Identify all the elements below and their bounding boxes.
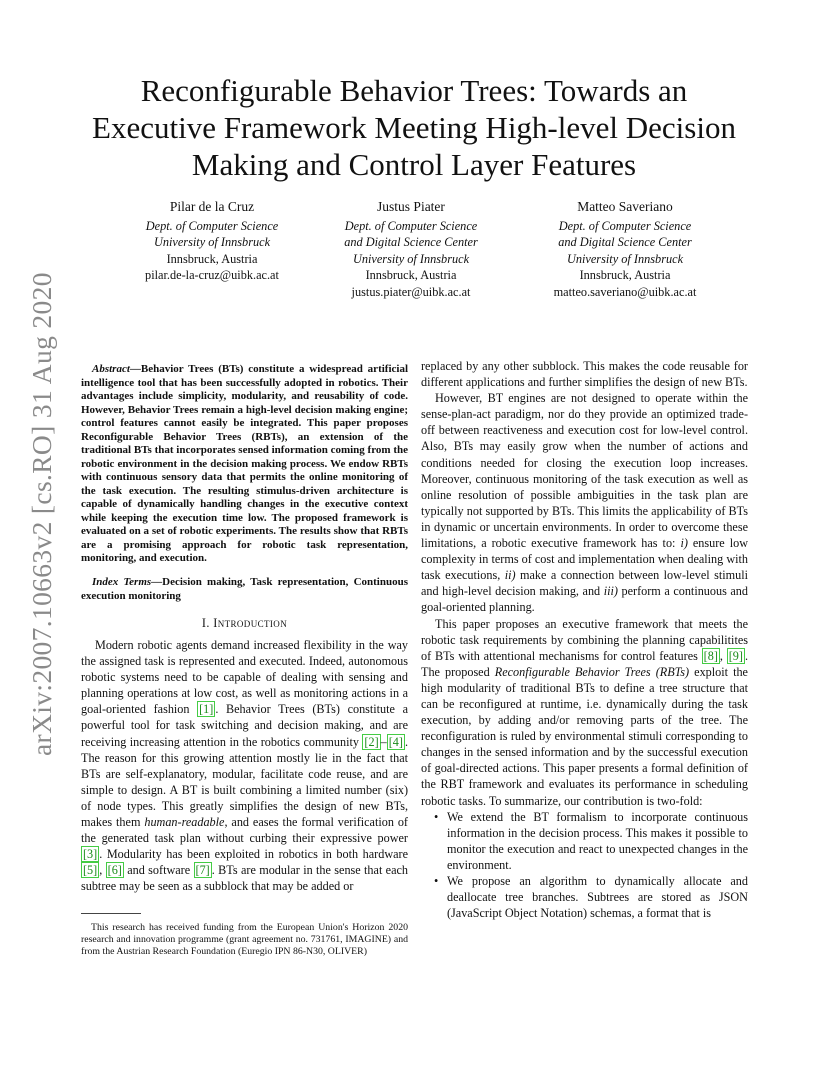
body-text: . The reason for this growing attention mostly lie in the fact that BTs are self-explanatory, modular, facilitate code reuse, and are simple to design. A BT is built combining a limited number (six) of node types. This greatly simplifies the design of new BTs, makes them <box>81 734 408 830</box>
list-item-text: We propose an algorithm to dynamically allocate and deallocate tree branches. Subtrees are stored as JSON (JavaScript Object Notation) schemas, a format that is <box>447 874 748 921</box>
author-city: Innsbruck, Austria <box>365 268 457 282</box>
contribution-list <box>421 809 748 922</box>
index-terms <box>81 576 408 603</box>
author-name: Matteo Saveriano <box>577 199 673 214</box>
abstract-label: Abstract <box>92 363 130 375</box>
body-text: . Modularity has been exploited in robotics in both hardware <box>99 847 408 862</box>
arxiv-stamp <box>22 272 57 760</box>
author-name: Justus Piater <box>377 199 445 214</box>
author-email: justus.piater@uibk.ac.at <box>351 284 471 299</box>
author-affiliation: and Digital Science Center <box>344 235 478 249</box>
author-block <box>117 199 307 284</box>
body-paragraph <box>421 390 748 615</box>
citation-link[interactable]: [3] <box>83 847 98 862</box>
section-title: Introduction <box>213 616 288 630</box>
index-terms-label: Index Terms <box>92 576 152 588</box>
body-text: , <box>99 863 106 878</box>
body-text: and software <box>123 863 194 878</box>
author-city: Innsbruck, Austria <box>166 251 258 266</box>
title-line: Making and Control Layer Features <box>191 147 637 182</box>
right-column <box>421 358 748 921</box>
section-heading <box>81 616 408 631</box>
emphasis-text: Reconfigurable Behavior Trees (RBTs) <box>494 664 690 679</box>
list-item <box>421 809 748 873</box>
author-affiliation: and Digital Science Center <box>558 235 692 249</box>
author-affiliation: University of Innsbruck <box>153 235 271 249</box>
list-item <box>421 873 748 921</box>
title-line: Executive Framework Meeting High-level Decision <box>92 110 736 145</box>
body-text: . Behavior Trees (BTs) constitute a powerful tool for task switching and decision making, and are receiving increasing attention in the robotics community <box>81 702 408 749</box>
body-text: Modern robotic agents demand increased flexibility in the way the assigned task is represented and executed. Indeed, autonomous robotic systems need to be capable of dealing with sensing and planning operations at low cost, as well as monitoring actions in a goal-oriented fashion <box>81 638 408 717</box>
abstract <box>81 363 408 566</box>
footnote-rule <box>81 913 141 914</box>
intro-paragraph <box>81 637 408 895</box>
body-text: However, BT engines are not designed to operate within the sense-plan-act paradigm, nor do they provide an optimized trade-off between reactiveness and execution cost for low-level control. Also, BTs may easily grow when the number of actions and conditions needed for closing the execution loop increases. Moreover, continuous monitoring of the task execution as well as online resolution of possible ambiguities in the task plan are typically not supported by BTs. This limits the applicability of BTs in dynamic or uncertain environments. In order to overcome these limitations, a robotic executive framework has to: <box>421 391 748 551</box>
body-text: – <box>380 734 387 749</box>
body-text: . The proposed <box>421 648 749 679</box>
citation-link[interactable]: [4] <box>388 734 403 749</box>
index-terms-text: —Decision making, Task representation, Continuous execution monitoring <box>81 576 408 602</box>
body-text: , <box>719 648 727 663</box>
bullet-glyph: • <box>434 874 439 888</box>
author-affiliation: Dept. of Computer Science <box>344 218 478 233</box>
citation-link[interactable]: [2] <box>364 734 379 749</box>
title-line: Reconfigurable Behavior Trees: Towards an <box>140 73 688 108</box>
author-email: pilar.de-la-cruz@uibk.ac.at <box>145 268 279 282</box>
citation-link[interactable]: [9] <box>728 648 743 663</box>
emphasis-text: ii) <box>504 568 516 583</box>
author-affiliation: Dept. of Computer Science <box>145 218 279 233</box>
list-item-text: We extend the BT formalism to incorporate continuous information in the decision process. This makes it possible to monitor the execution and react to unexpected changes in the environment. <box>447 809 748 872</box>
citation-link[interactable]: [6] <box>107 863 122 878</box>
citation-link[interactable]: [5] <box>83 863 98 878</box>
body-text: This paper proposes an executive framework that meets the robotic task requirements by combining the planning capabilitites of BTs with attentional mechanisms for control features <box>421 616 748 663</box>
body-text: make a connection between low-level stimuli and high-level decision making, and <box>421 568 748 599</box>
author-affiliation: University of Innsbruck <box>566 251 684 266</box>
body-text: . BTs are modular in the sense that each subtree may be seen as a subblock that may be added or <box>81 863 409 894</box>
paper-title <box>64 72 764 183</box>
author-affiliation: University of Innsbruck <box>352 251 470 266</box>
body-text: perform a continuous and goal-oriented planning. <box>421 584 748 615</box>
footnote-text: This research has received funding from the European Union's Horizon 2020 research and innovation programme (grant agreement no. 731761, IMAGINE) and from the Austrian Research Foundation (Euregio IPN 86-N30, OLIVER) <box>81 922 408 957</box>
author-email: matteo.saveriano@uibk.ac.at <box>553 284 697 299</box>
author-city: Innsbruck, Austria <box>579 268 671 282</box>
citation-link[interactable]: [1] <box>199 702 214 717</box>
author-block <box>316 199 506 300</box>
body-text: exploit the high modularity of traditional BTs to define a tree structure that can be reconfigured at runtime, i.e. dynamically during the task execution, by adding and/or removing parts of the tree. The reconfiguration is ruled by environmental stimuli corresponding to changes in the sensed information and by the successful execution of goal-directed actions. This paper presents a formal definition of the RBT framework and evaluates its performance in scheduling robotic tasks. To summarize, our contribution is two-fold: <box>421 664 748 808</box>
emphasis-text: iii) <box>603 584 618 599</box>
footnote <box>81 922 408 958</box>
author-affiliation: Dept. of Computer Science <box>558 218 692 233</box>
author-block <box>530 199 720 300</box>
emphasis-text: human-readable <box>144 815 225 830</box>
citation-link[interactable]: [8] <box>703 648 718 663</box>
section-number: I. <box>201 616 210 630</box>
arxiv-stamp-text: arXiv:2007.10663v2 [cs.RO] 31 Aug 2020 <box>26 272 57 756</box>
author-name: Pilar de la Cruz <box>169 199 255 214</box>
body-text: , and eases the formal verification of the generated task plan without curbing their expressive power <box>81 815 408 846</box>
body-paragraph: replaced by any other subblock. This makes the code reusable for different applications and further simplifies the design of new BTs. <box>421 359 748 390</box>
body-paragraph <box>421 616 748 809</box>
bullet-glyph: • <box>434 809 439 824</box>
emphasis-text: i) <box>680 536 688 551</box>
citation-link[interactable]: [7] <box>195 863 210 878</box>
abstract-text: —Behavior Trees (BTs) constitute a widespread artificial intelligence tool that has been successfully adopted in robotics. Their advantages include simplicity, modularity, and reusability of code. However, Behavior Trees remain a high-level decision making engine; control features cannot easily be integrated. This paper proposes Reconfigurable Behavior Trees (RBTs), an extension of the traditional BTs that incorporates sensed information coming from the robotic environment in the decision making process. We endow RBTs with continuous sensory data that permits the online monitoring of the task execution. The resulting stimulus-driven architecture is capable of dynamically handling changes in the executive context while keeping the execution time low. The proposed framework is evaluated on a set of robotic experiments. The results show that RBTs are a promising approach for robotic task representation, monitoring, and execution. <box>81 363 408 564</box>
body-text: ensure low complexity in terms of cost and implementation when dealing with task executions, <box>421 536 748 583</box>
